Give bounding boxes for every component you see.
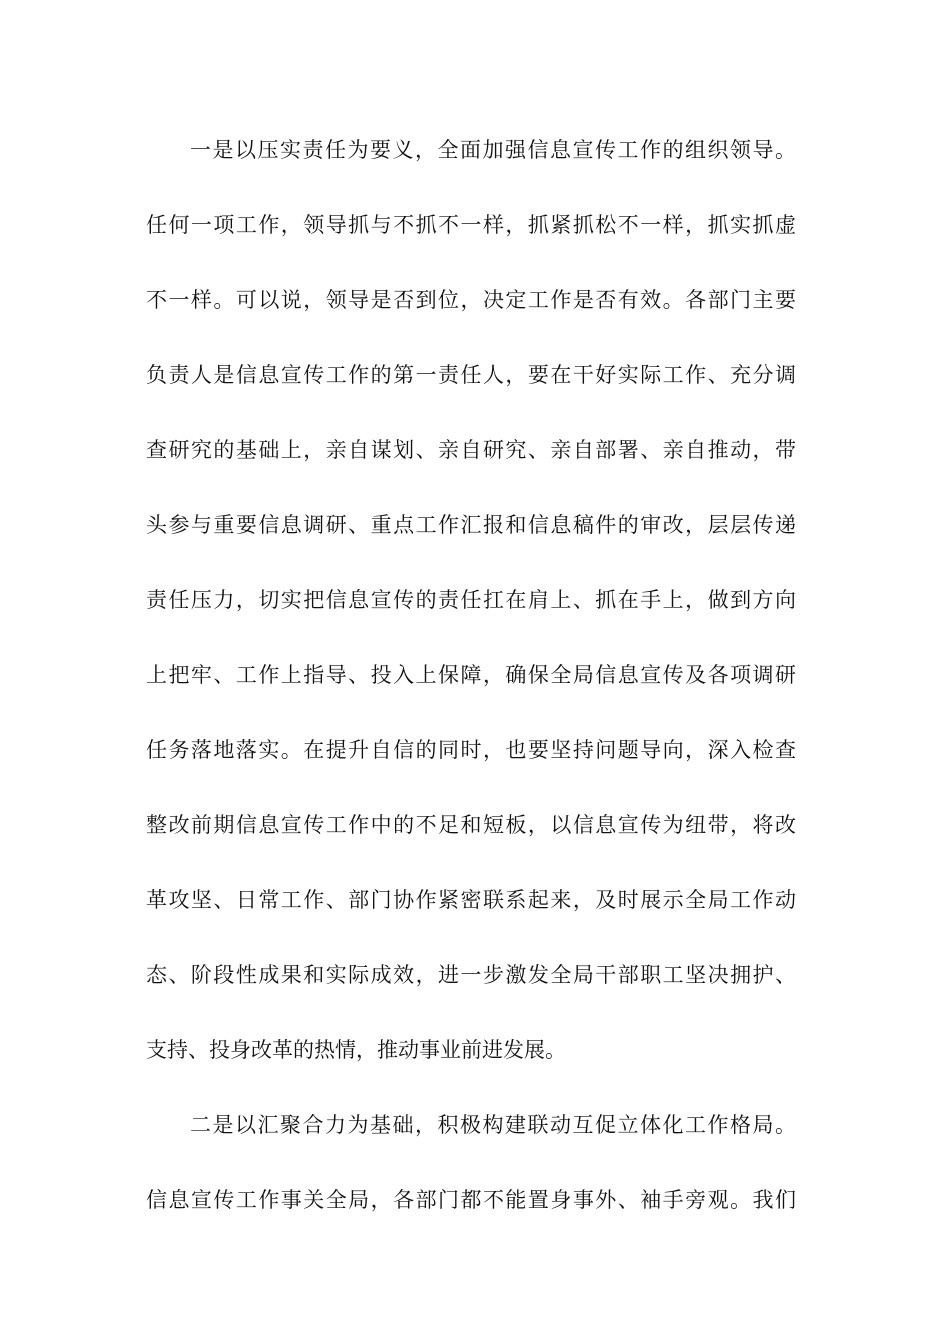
paragraph-line: 二是以汇聚合力为基础，积极构建联动互促立体化工作格局。 [190,1113,796,1137]
paragraph-line: 一是以压实责任为要义，全面加强信息宣传工作的组织领导。 [190,138,796,162]
paragraph-line: 上把牢、工作上指导、投入上保障，确保全局信息宣传及各项调研 [146,663,796,687]
paragraph-line: 整改前期信息宣传工作中的不足和短板，以信息宣传为纽带，将改 [146,813,796,837]
paragraph-line: 革攻坚、日常工作、部门协作紧密联系起来，及时展示全局工作动 [146,888,796,912]
paragraph-line: 责任压力，切实把信息宣传的责任扛在肩上、抓在手上，做到方向 [146,588,796,612]
paragraph-line: 负责人是信息宣传工作的第一责任人，要在干好实际工作、充分调 [146,363,796,387]
paragraph-line: 查研究的基础上，亲自谋划、亲自研究、亲自部署、亲自推动，带 [146,438,796,462]
paragraph-line: 任务落地落实。在提升自信的同时，也要坚持问题导向，深入检查 [146,738,796,762]
paragraph-line: 态、阶段性成果和实际成效，进一步激发全局干部职工坚决拥护、 [146,963,796,987]
paragraph-line: 头参与重要信息调研、重点工作汇报和信息稿件的审改，层层传递 [146,513,796,537]
paragraph-line: 不一样。可以说，领导是否到位，决定工作是否有效。各部门主要 [146,288,796,312]
paragraph-line: 支持、投身改革的热情，推动事业前进发展。 [146,1038,566,1062]
paragraph-line: 信息宣传工作事关全局，各部门都不能置身事外、袖手旁观。我们 [146,1188,796,1212]
paragraph-line: 任何一项工作，领导抓与不抓不一样，抓紧抓松不一样，抓实抓虚 [146,213,796,237]
